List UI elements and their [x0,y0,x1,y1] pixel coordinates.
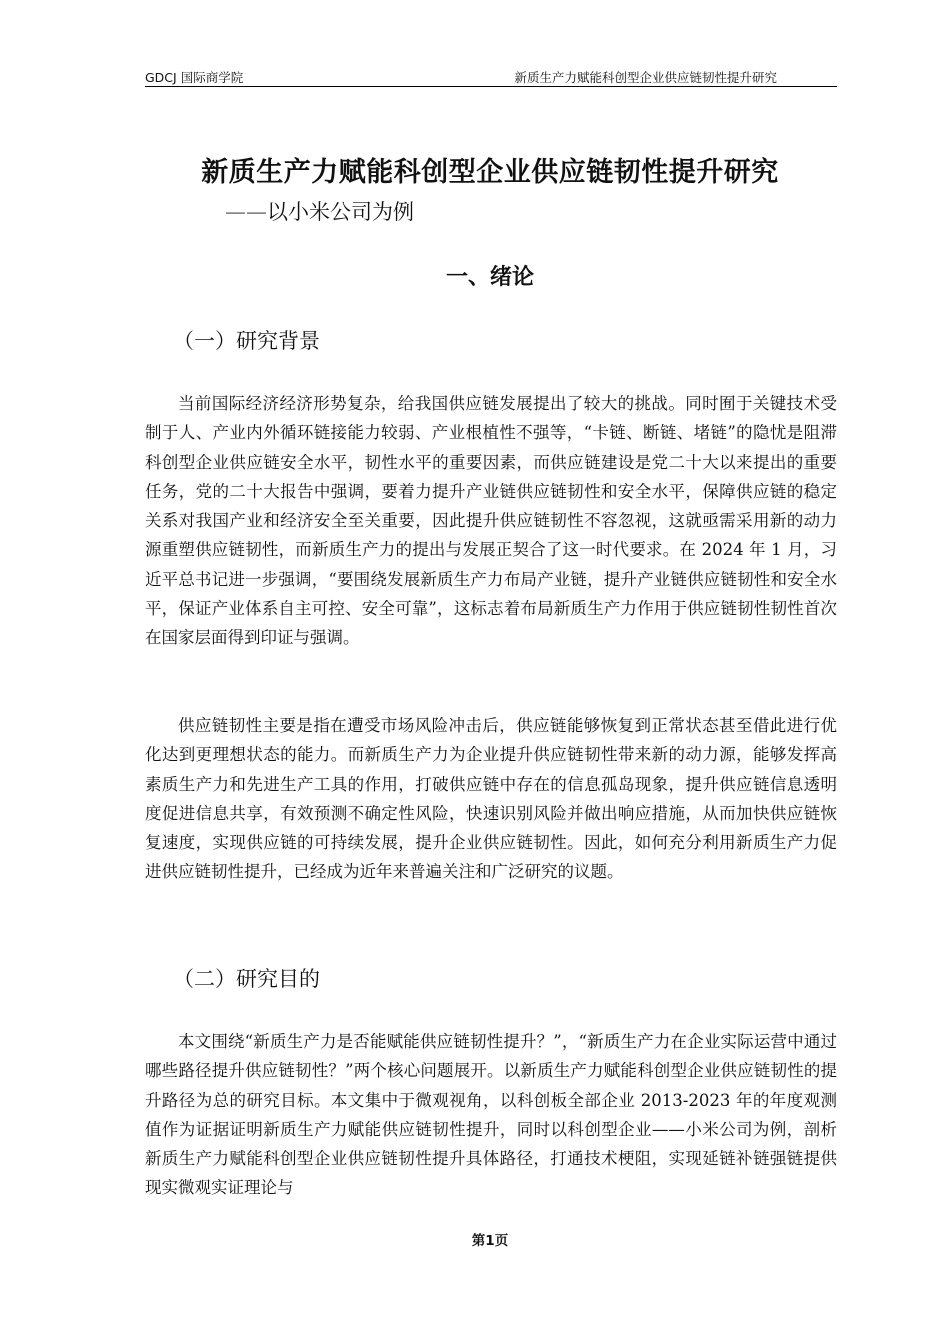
page-header [145,66,837,87]
paper-subtitle: ——以小米公司为例 [225,200,414,224]
paper-title: 新质生产力赋能科创型企业供应链韧性提升研究 [201,157,779,188]
header-running-title: 新质生产力赋能科创型企业供应链韧性提升研究 [514,70,777,85]
subsection-heading-purpose: （二）研究目的 [173,967,320,991]
section-heading-introduction: 一、绪论 [445,265,534,290]
paragraph-purpose-1: 本文围绕“新质生产力是否能赋能供应链韧性提升？”，“新质生产力在企业实际运营中通过哪些路径提升供应链韧性？”两个核心问题展开。以新质生产力赋能科创型企业供应链韧性的提升路径为总的研究目标。本文集中于微观视角，以科创板全部企业 2013-2023 年的年度观测值作为证据证明新质生产力赋能供应链韧性提升，同时以科创型企业——小米公司为例，剖析新质生产力赋能科创型企业供应链韧性提升具体路径，打通技术梗阻，实现延链补链强链提供现实微观实证理论与 [145,1032,837,1198]
paragraph-background-2: 供应链韧性主要是指在遭受市场风险冲击后，供应链能够恢复到正常状态甚至借此进行优化达到更理想状态的能力。而新质生产力为企业提升供应链韧性带来新的动力源，能够发挥高素质生产力和先进生产工具的作用，打破供应链中存在的信息孤岛现象，提升供应链信息透明度促进信息共享，有效预测不确定性风险，快速识别风险并做出响应措施，从而加快供应链恢复速度，实现供应链的可持续发展，提升企业供应链韧性。因此，如何充分利用新质生产力促进供应链韧性提升，已经成为近年来普遍关注和广泛研究的议题。 [145,716,837,882]
page-number: 第1页 [471,1233,509,1249]
paragraph-background-1: 当前国际经济经济形势复杂，给我国供应链发展提出了较大的挑战。同时囿于关键技术受制于人、产业内外循环链接能力较弱、产业根植性不强等，“卡链、断链、堵链”的隐忧是阻滞科创型企业供应链安全水平，韧性水平的重要因素，而供应链建设是党二十大以来提出的重要任务，党的二十大报告中强调，要着力提升产业链供应链韧性和安全水平，保障供应链的稳定关系对我国产业和经济安全至关重要，因此提升供应链韧性不容忽视，这就亟需采用新的动力源重塑供应链韧性，而新质生产力的提出与发展正契合了这一时代要求。在 2024 年 1 月，习近平总书记进一步强调，“要围绕发展新质生产力布局产业链，提升产业链供应链韧性和安全水平，保证产业体系自主可控、安全可靠”，这标志着布局新质生产力作用于供应链韧性韧性首次在国家层面得到印证与强调。 [145,394,837,648]
subsection-heading-background: （一）研究背景 [173,329,320,353]
header-institution: GDCJ 国际商学院 [145,70,244,85]
